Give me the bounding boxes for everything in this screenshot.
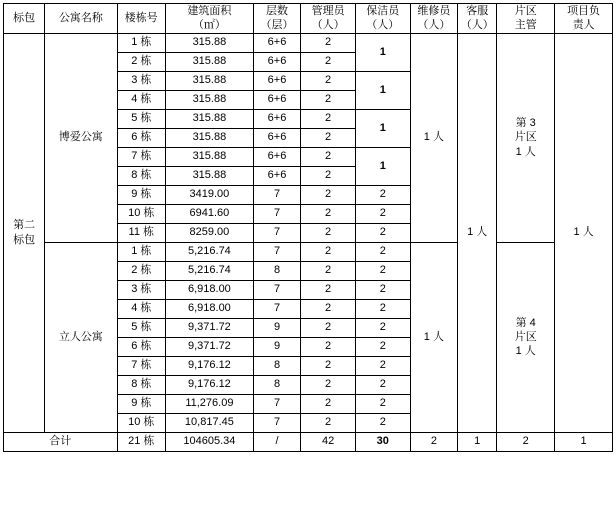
building-area-cell: 9,371.72 — [166, 337, 254, 356]
text-line: 第 3 — [515, 117, 536, 130]
building-area-cell: 8259.00 — [166, 223, 254, 242]
floors-cell: 6+6 — [253, 147, 300, 166]
table-row — [4, 242, 613, 261]
text-line: （人） — [417, 19, 451, 32]
floors-cell: 8 — [253, 356, 300, 375]
building-area-cell: 5,216.74 — [166, 261, 254, 280]
text-line: 管理员 — [311, 5, 345, 17]
total-manager-cell: 42 — [301, 432, 356, 451]
text-line: 层数 — [266, 5, 288, 17]
cleaner-count-cell: 2 — [355, 413, 410, 432]
building-area-cell: 315.88 — [166, 71, 254, 90]
building-number-cell: 9 栋 — [117, 394, 166, 413]
building-area-cell: 9,176.12 — [166, 356, 254, 375]
text-line: 片区 — [514, 131, 537, 144]
text-line: 标包 — [13, 233, 36, 246]
column-header-7 — [410, 4, 457, 34]
cleaner-count-cell: 1 — [355, 147, 410, 185]
cleaner-count-cell: 2 — [355, 280, 410, 299]
floors-cell: 7 — [253, 394, 300, 413]
building-number-cell: 10 栋 — [117, 413, 166, 432]
cleaner-count-cell: 1 — [355, 109, 410, 147]
building-number-cell: 7 栋 — [117, 356, 166, 375]
manager-count-cell: 2 — [301, 242, 356, 261]
manager-count-cell: 2 — [301, 204, 356, 223]
building-number-cell: 9 栋 — [117, 185, 166, 204]
manager-count-cell: 2 — [301, 128, 356, 147]
text-line: 建筑面积 — [187, 5, 232, 17]
text-line: （层） — [260, 19, 294, 32]
column-header-2 — [117, 4, 166, 34]
building-number-cell: 6 栋 — [117, 337, 166, 356]
manager-count-cell: 2 — [301, 318, 356, 337]
text-line: 楼栋号 — [124, 12, 158, 25]
total-customer-service-cell: 1 — [458, 432, 497, 451]
building-area-cell: 315.88 — [166, 166, 254, 185]
total-cleaner-cell: 30 — [355, 432, 410, 451]
floors-cell: 7 — [253, 185, 300, 204]
building-area-cell: 6,918.00 — [166, 280, 254, 299]
building-area-cell: 9,176.12 — [166, 375, 254, 394]
manager-count-cell: 2 — [301, 185, 356, 204]
building-number-cell: 5 栋 — [117, 109, 166, 128]
maintainer-count-cell: 1 人 — [410, 242, 457, 432]
building-area-cell: 315.88 — [166, 90, 254, 109]
manager-count-cell: 2 — [301, 109, 356, 128]
building-number-cell: 3 栋 — [117, 280, 166, 299]
building-number-cell: 5 栋 — [117, 318, 166, 337]
package-cell — [4, 33, 45, 432]
floors-cell: 7 — [253, 299, 300, 318]
cleaner-count-cell: 1 — [355, 71, 410, 109]
building-area-cell: 315.88 — [166, 52, 254, 71]
table-body — [4, 4, 613, 452]
total-area-cell: 104605.34 — [166, 432, 254, 451]
manager-count-cell: 2 — [301, 52, 356, 71]
cleaner-count-cell: 2 — [355, 299, 410, 318]
building-number-cell: 8 栋 — [117, 375, 166, 394]
maintainer-count-cell: 1 人 — [410, 33, 457, 242]
building-number-cell: 2 栋 — [117, 52, 166, 71]
cleaner-count-cell: 1 — [355, 33, 410, 71]
text-line: 公寓名称 — [58, 12, 103, 25]
cleaner-count-cell: 2 — [355, 356, 410, 375]
building-number-cell: 10 栋 — [117, 204, 166, 223]
text-line: 责人 — [572, 19, 595, 32]
text-line: （人） — [460, 19, 494, 32]
floors-cell: 7 — [253, 204, 300, 223]
column-header-0 — [4, 4, 45, 34]
text-line: 片区 — [514, 330, 537, 343]
building-number-cell: 1 栋 — [117, 242, 166, 261]
cleaner-count-cell: 2 — [355, 261, 410, 280]
text-line: （㎡） — [192, 19, 226, 32]
cleaner-count-cell: 2 — [355, 185, 410, 204]
manager-count-cell: 2 — [301, 356, 356, 375]
floors-cell: 6+6 — [253, 71, 300, 90]
floors-cell: 6+6 — [253, 52, 300, 71]
manager-count-cell: 2 — [301, 261, 356, 280]
floors-cell: 8 — [253, 261, 300, 280]
total-building-cell: 21 栋 — [117, 432, 166, 451]
cleaner-count-cell: 2 — [355, 242, 410, 261]
text-line: 客服 — [466, 5, 489, 17]
manager-count-cell: 2 — [301, 166, 356, 185]
building-number-cell: 1 栋 — [117, 33, 166, 52]
column-header-4 — [253, 4, 300, 34]
manager-count-cell: 2 — [301, 280, 356, 299]
cleaner-count-cell: 2 — [355, 318, 410, 337]
manager-count-cell: 2 — [301, 394, 356, 413]
manager-count-cell: 2 — [301, 223, 356, 242]
total-district-cell: 2 — [497, 432, 555, 451]
floors-cell: 7 — [253, 413, 300, 432]
building-area-cell: 3419.00 — [166, 185, 254, 204]
building-number-cell: 7 栋 — [117, 147, 166, 166]
table-row — [4, 33, 613, 52]
manager-count-cell: 2 — [301, 299, 356, 318]
column-header-1 — [45, 4, 117, 34]
building-number-cell: 6 栋 — [117, 128, 166, 147]
apartment-name-cell: 博爱公寓 — [45, 33, 117, 242]
column-header-5 — [301, 4, 356, 34]
column-header-9 — [497, 4, 555, 34]
floors-cell: 6+6 — [253, 128, 300, 147]
floors-cell: 6+6 — [253, 109, 300, 128]
building-area-cell: 9,371.72 — [166, 318, 254, 337]
floors-cell: 6+6 — [253, 33, 300, 52]
manager-count-cell: 2 — [301, 375, 356, 394]
cleaner-count-cell: 2 — [355, 223, 410, 242]
text-line: 1 人 — [515, 145, 536, 158]
building-area-cell: 315.88 — [166, 33, 254, 52]
customer-service-cell: 1 人 — [458, 33, 497, 432]
total-project-manager-cell: 1 — [555, 432, 613, 451]
building-area-cell: 10,817.45 — [166, 413, 254, 432]
building-area-cell: 5,216.74 — [166, 242, 254, 261]
text-line: 标包 — [13, 12, 36, 25]
floors-cell: 9 — [253, 318, 300, 337]
district-supervisor-cell — [497, 242, 555, 432]
floors-cell: 7 — [253, 223, 300, 242]
manager-count-cell: 2 — [301, 147, 356, 166]
building-number-cell: 4 栋 — [117, 90, 166, 109]
total-row — [4, 432, 613, 451]
text-line: （人） — [311, 19, 345, 32]
text-line: 片区 — [514, 5, 537, 17]
column-header-3 — [166, 4, 254, 34]
text-line: 第二 — [13, 219, 36, 232]
apartment-name-cell: 立人公寓 — [45, 242, 117, 432]
column-header-10 — [555, 4, 613, 34]
cleaner-count-cell: 2 — [355, 394, 410, 413]
text-line: 项目负 — [567, 5, 601, 17]
manager-count-cell: 2 — [301, 90, 356, 109]
building-number-cell: 4 栋 — [117, 299, 166, 318]
text-line: 维修员 — [417, 5, 451, 17]
district-supervisor-cell — [497, 33, 555, 242]
text-line: （人） — [366, 19, 400, 32]
cleaner-count-cell: 2 — [355, 337, 410, 356]
floors-cell: 9 — [253, 337, 300, 356]
text-line: 1 人 — [515, 345, 536, 358]
building-area-cell: 6,918.00 — [166, 299, 254, 318]
building-number-cell: 3 栋 — [117, 71, 166, 90]
column-header-6 — [355, 4, 410, 34]
building-area-cell: 315.88 — [166, 147, 254, 166]
building-area-cell: 11,276.09 — [166, 394, 254, 413]
manager-count-cell: 2 — [301, 413, 356, 432]
manager-count-cell: 2 — [301, 33, 356, 52]
building-number-cell: 2 栋 — [117, 261, 166, 280]
floors-cell: 6+6 — [253, 166, 300, 185]
floors-cell: 6+6 — [253, 90, 300, 109]
cleaner-count-cell: 2 — [355, 375, 410, 394]
building-area-cell: 6941.60 — [166, 204, 254, 223]
floors-cell: 7 — [253, 280, 300, 299]
manager-count-cell: 2 — [301, 337, 356, 356]
building-number-cell: 11 栋 — [117, 223, 166, 242]
project-manager-cell: 1 人 — [555, 33, 613, 432]
floors-cell: 7 — [253, 242, 300, 261]
cleaner-count-cell: 2 — [355, 204, 410, 223]
table-header-row — [4, 4, 613, 34]
staffing-table — [3, 3, 613, 452]
manager-count-cell: 2 — [301, 71, 356, 90]
text-line: 第 4 — [515, 316, 536, 329]
text-line: 主管 — [514, 19, 537, 32]
text-line: 保洁员 — [366, 5, 400, 17]
building-area-cell: 315.88 — [166, 128, 254, 147]
total-label-cell: 合计 — [4, 432, 118, 451]
column-header-8 — [458, 4, 497, 34]
building-number-cell: 8 栋 — [117, 166, 166, 185]
total-floors-cell: / — [253, 432, 300, 451]
floors-cell: 8 — [253, 375, 300, 394]
building-area-cell: 315.88 — [166, 109, 254, 128]
total-maintainer-cell: 2 — [410, 432, 457, 451]
